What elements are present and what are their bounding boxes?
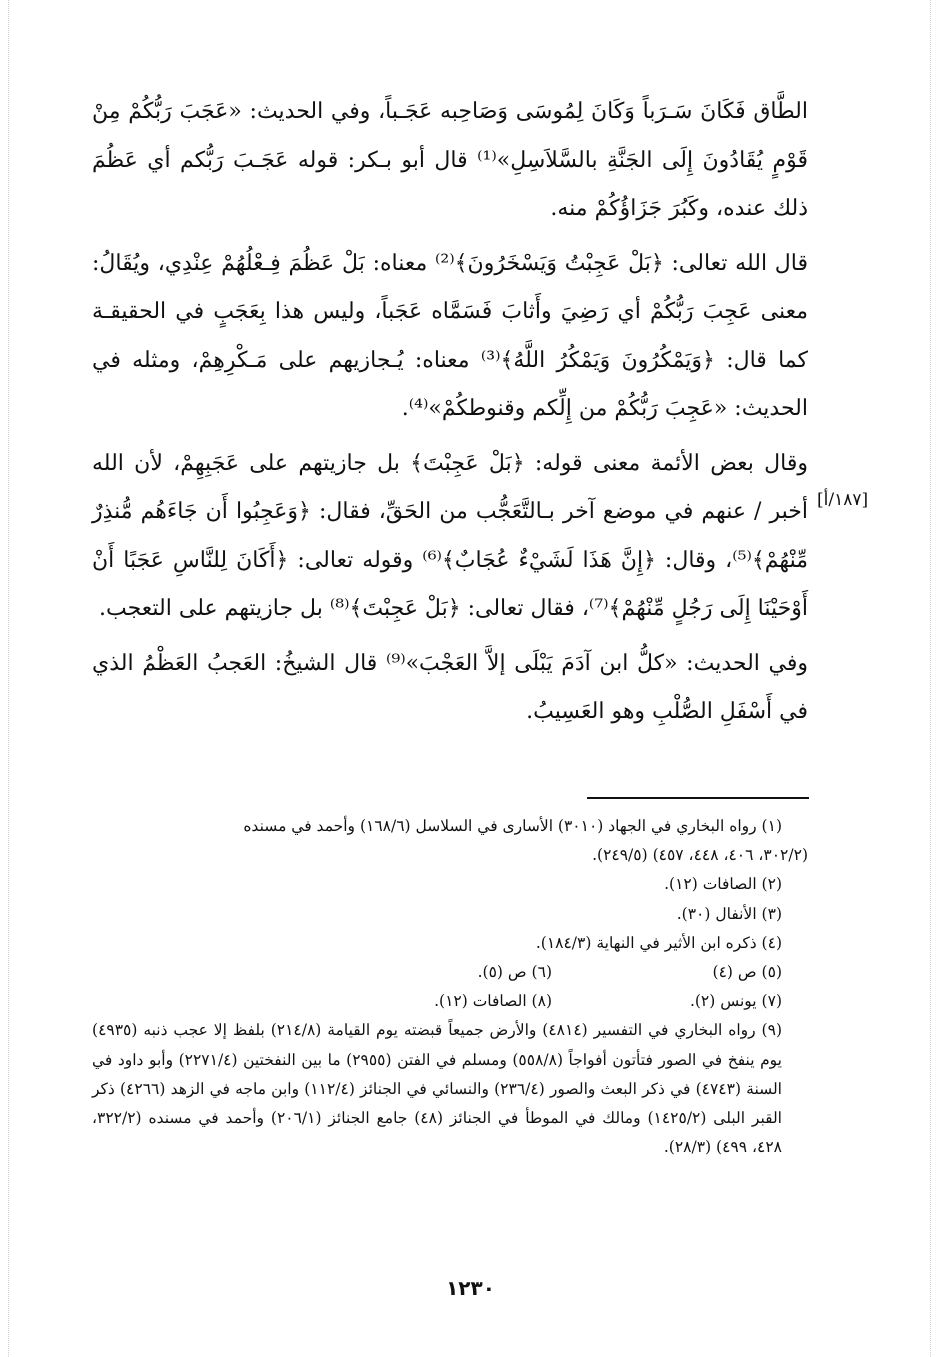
footnotes — [92, 812, 808, 1162]
manuscript-folio-marker: [١٨٧/أ] — [817, 490, 869, 510]
footnote-7: (٧) يونس (٢). — [689, 992, 782, 1011]
paragraph-1: الطَّاق فَكَانَ سَـرَباً وَكَانَ لِمُوسَى وَصَاحِبه عَجَـباً، وفي الحديث: «عَجَبَ رَبُّكُمْ مِنْ قَوْمٍ يُقَادُونَ إِلَى الجَنَّةِ بالسَّلاَسِلِ»⁽¹⁾ قال أبو بـكر: قوله عَجَـبَ رَبُّكم أي عَظُمَ ذلك عنده، وكَبُرَ جَزَاؤُكُمْ منه. — [92, 99, 808, 221]
main-text — [92, 88, 808, 737]
footnote-2: (٢) الصافات (١٢). — [664, 875, 782, 894]
footnote-3: (٣) الأنفال (٣٠). — [676, 904, 782, 923]
footnote-row-5-6 — [92, 958, 808, 987]
footnote-8: (٨) الصافات (١٢). — [434, 992, 552, 1011]
footnote-1: (١) رواه البخاري في الجهاد (٣٠١٠) الأسارى في السلاسل (١٦٨/٦) وأحمد في مسنده — [243, 817, 782, 835]
paragraph-4: وفي الحديث: «كلُّ ابن آدَمَ يَبْلَى إلاَّ العَجْبَ»⁽⁹⁾ قال الشيخُ: العَجبُ العَظْمُ الذي في أَسْفَلِ الصُّلْبِ وهو العَسِيبُ. — [92, 650, 808, 724]
footnote-6: (٦) ص (٥). — [477, 963, 552, 982]
paragraph-3: وقال بعض الأئمة معنى قوله: ﴿بَلْ عَجِبْتَ﴾ بل جازيتهم على عَجَبِهِمْ، لأن الله أخبر / عنهم في موضع آخر بـالتَّعَجُّب من الحَقِّ، فقال: ﴿وَعَجِبُوا أَن جَاءَهُم مُّنذِرٌ مِّنْهُمْ﴾⁽⁵⁾، وقال: ﴿إِنَّ هَذَا لَشَيْءٌ عُجَابٌ﴾⁽⁶⁾ وقوله تعالى: ﴿أَكَانَ لِلنَّاسِ عَجَبًا أَنْ أَوْحَيْنَا إِلَى رَجُلٍ مِّنْهُمْ﴾⁽⁷⁾، فقال تعالى: ﴿بَلْ عَجِبْتَ﴾⁽⁸⁾ بل جازيتهم على التعجب. — [92, 450, 808, 621]
footnote-9: (٩) رواه البخاري في التفسير (٤٨١٤) والأرض جميعاً قبضته يوم القيامة (٢١٤/٨) بلفظ إلا عجب ذنبه (٤٩٣٥) يوم ينفخ في الصور فتأتون أفواجاً (٥٥٨/٨) ومسلم في الفتن (٢٩٥٥) ما بين النفختين (٢٢٧١/٤) وأبو داود في السنة (٤٧٤٣) في ذكر البعث والصور (٢٣٦/٤) والنسائي في الجنائز (١١٢/٤) وابن ماجه في الزهد (٤٢٦٦) ذكر القبر البلى (١٤٢٥/٢) ومالك في الموطأ في الجنائز (٤٨) جامع الجنائز (٢٠٦/١) وأحمد في مسنده (٣٢٢/٢، ٤٢٨، ٤٩٩) (٢٨/٣). — [92, 1021, 782, 1157]
footnote-separator — [587, 797, 809, 799]
footnote-row-7-8 — [92, 987, 808, 1016]
footnote-1-continued: (٣٠٢/٢، ٤٠٦، ٤٤٨، ٤٥٧) (٢٤٩/٥). — [592, 846, 808, 865]
footnote-5: (٥) ص (٤) — [712, 963, 782, 982]
paragraph-2: قال الله تعالى: ﴿بَلْ عَجِبْتُ وَيَسْخَرُونَ﴾⁽²⁾ معناه: بَلْ عَظُمَ فِـعْلُهُمْ عِنْدِي، ويُقَالُ: معنى عَجِبَ رَبُّكُمْ أي رَضِيَ وأَثابَ فَسَمَّاه عَجَباً، وليس هذا بِعَجَبٍ في الحقيقـة كما قال: ﴿وَيَمْكُرُونَ وَيَمْكُرُ اللَّهُ﴾⁽³⁾ معناه: يُـجازيهم على مَـكْرِهِمْ، ومثله في الحديث: «عَجِبَ رَبُّكُمْ من إِلِّكم وقنوطكُمْ»⁽⁴⁾. — [92, 250, 809, 421]
footnote-4: (٤) ذكره ابن الأثير في النهاية (١٨٤/٣). — [535, 933, 782, 952]
page-number: ١٢٣٠ — [446, 1276, 495, 1300]
